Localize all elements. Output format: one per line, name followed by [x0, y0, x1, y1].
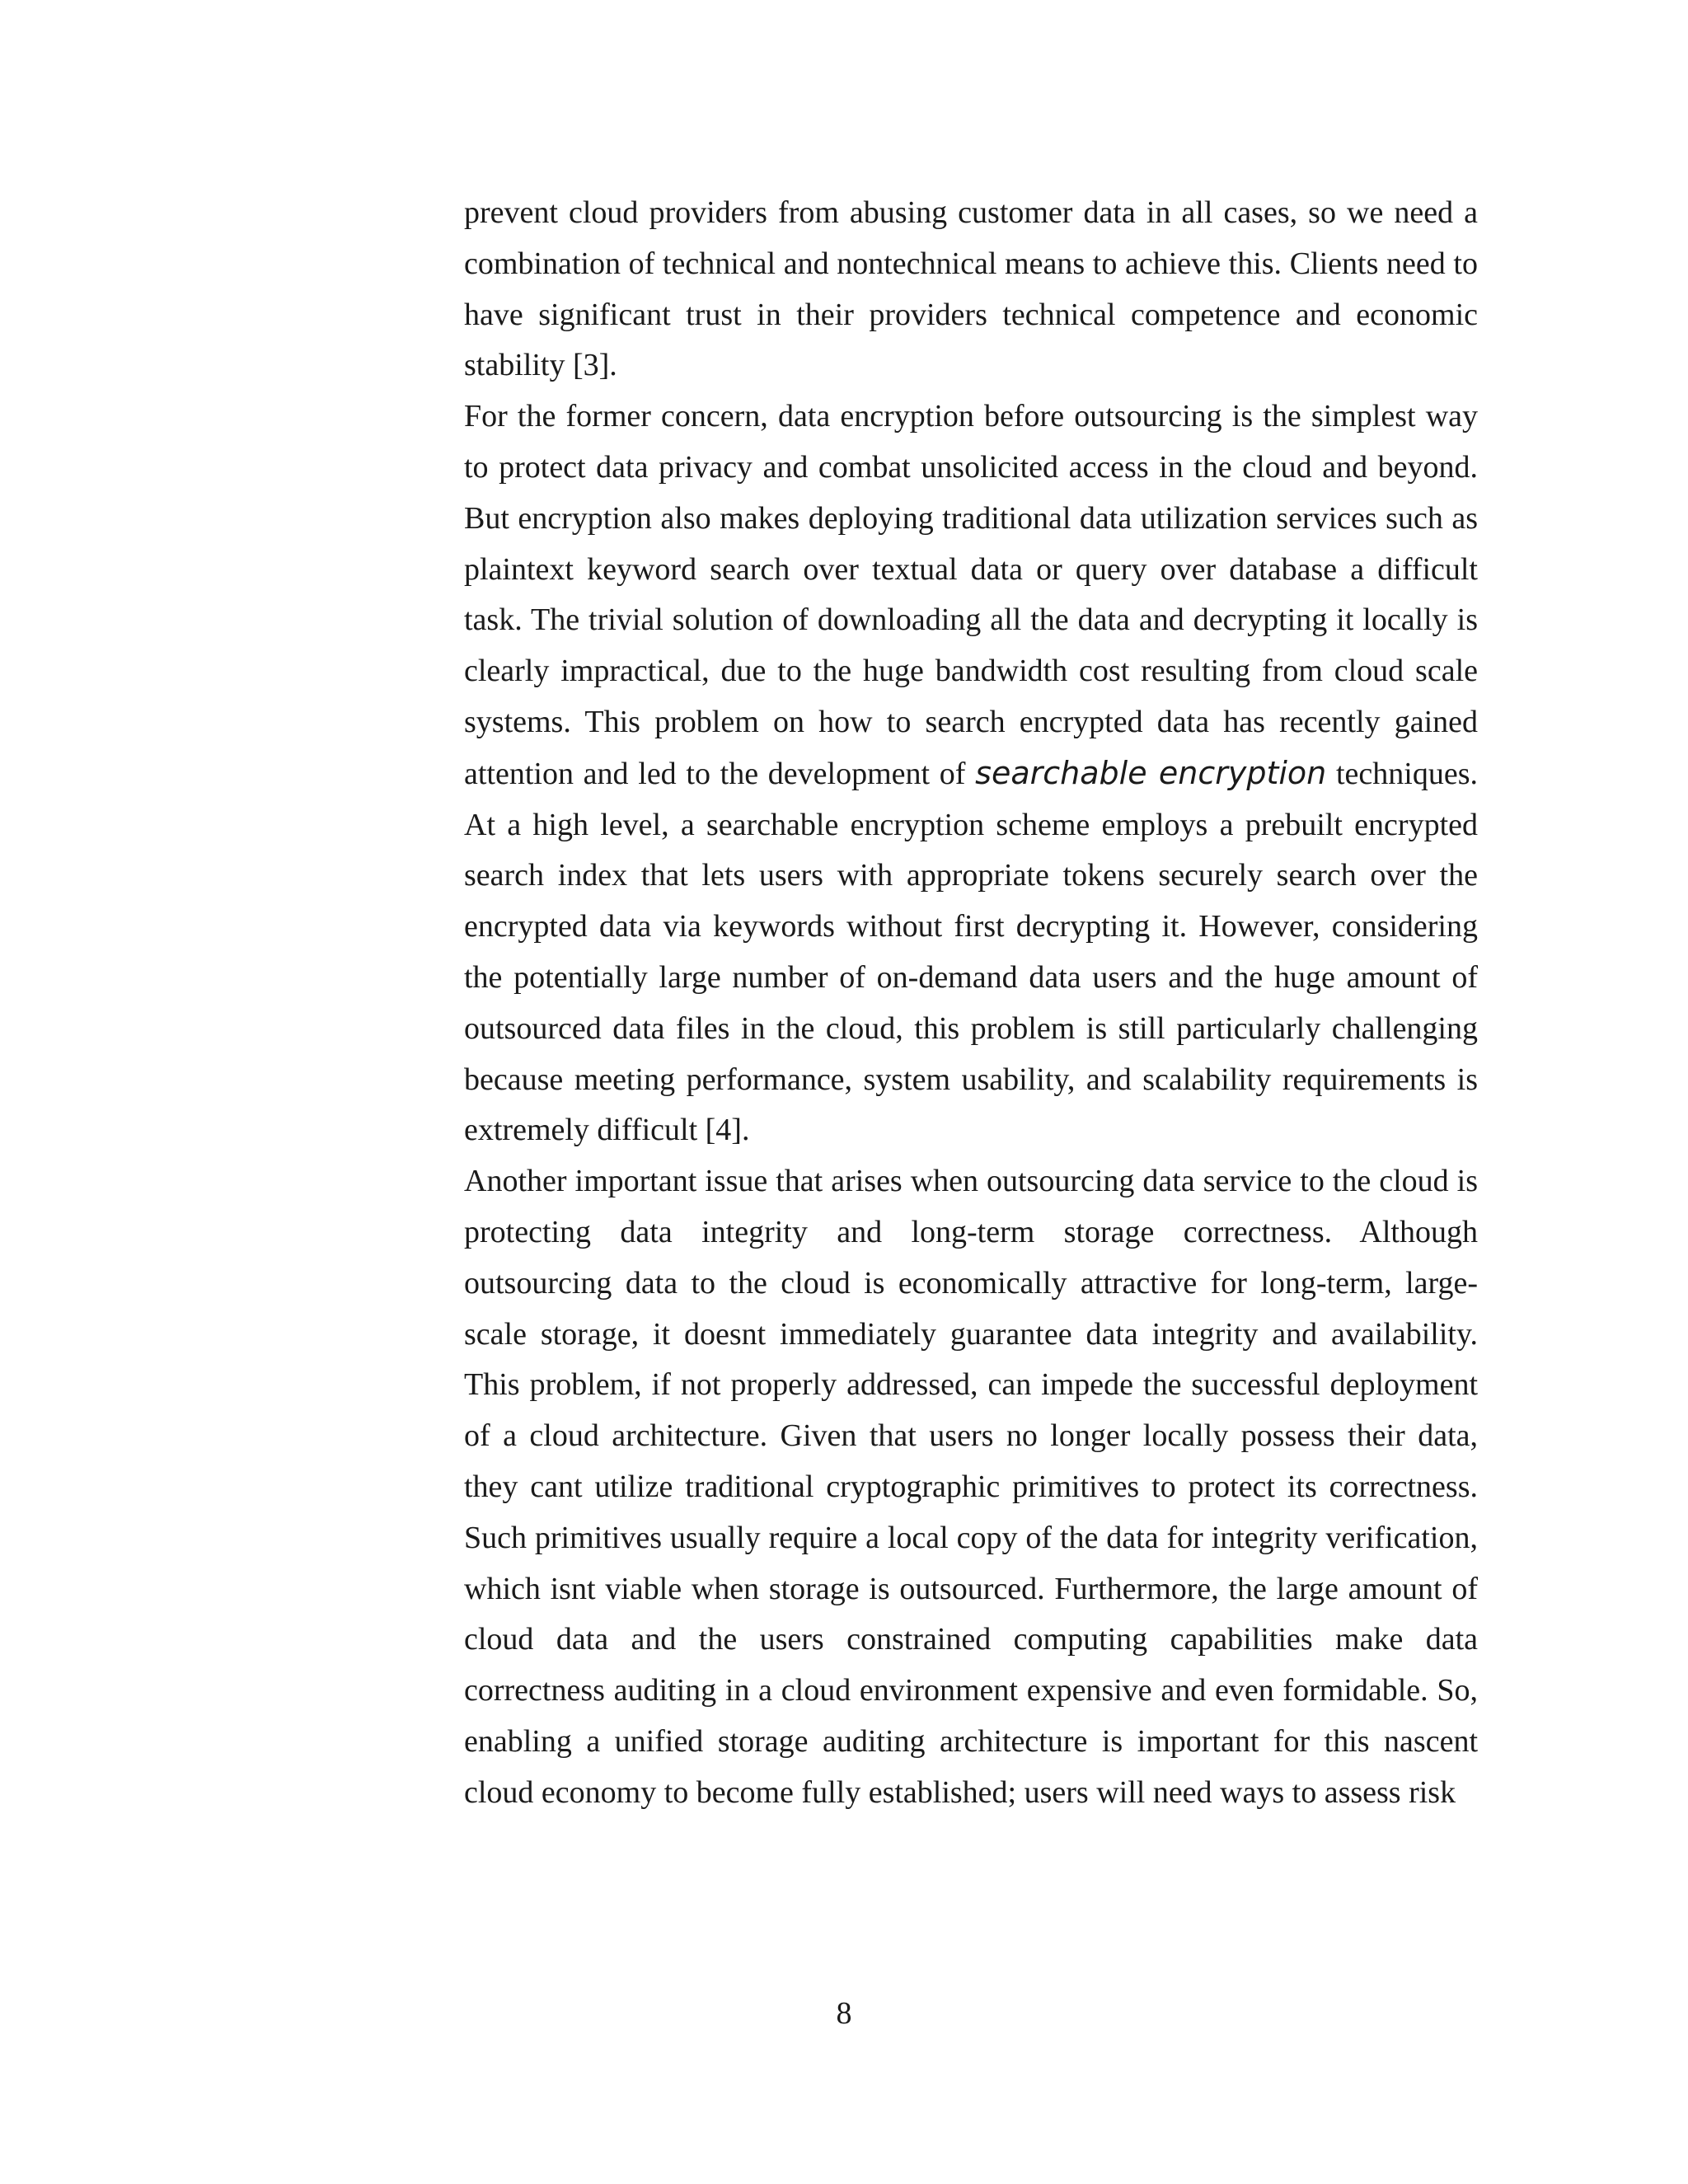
- paragraph-3: Another important issue that arises when outsourcing data service to the cloud is protecting data integrity and long-term storage correctness. Although outsourcing data to the cloud is economically attractive for long-term, large-scale storage, it doesnt immediately guarantee data integrity and availability. This problem, if not properly addressed, can impede the successful deployment of a cloud architecture. Given that users no longer locally possess their data, they cant utilize traditional cryptographic primitives to protect its correctness. Such primitives usually require a local copy of the data for integrity verification, which isnt viable when storage is outsourced. Furthermore, the large amount of cloud data and the users constrained computing capabilities make data correctness auditing in a cloud environment expensive and even formidable. So, enabling a unified storage auditing architecture is important for this nascent cloud economy to become fully established; users will need ways to assess risk: [464, 1164, 1478, 1810]
- paragraph-1: prevent cloud providers from abusing customer data in all cases, so we need a combination of technical and nontechnical means to achieve this. Clients need to have significant trust in their providers technical competence and economic stability [3].: [464, 195, 1478, 383]
- paragraph-2-before: For the former concern, data encryption before outsourcing is the simplest way to protect data privacy and combat unsolicited access in the cloud and beyond. But encryption also makes deploying traditional data utilization services such as plaintext keyword search over textual data or query over database a difficult task. The trivial solution of downloading all the data and decrypting it locally is clearly impractical, due to the huge bandwidth cost resulting from cloud scale systems. This problem on how to search encrypted data has recently gained attention and led to the development of: [464, 399, 1478, 791]
- paragraph-2-after: techniques. At a high level, a searchable encryption scheme employs a prebuilt encrypted search index that lets users with appropriate tokens securely search over the encrypted data via keywords without first decrypting it. However, considering the potentially large number of on-demand data users and the huge amount of outsourced data files in the cloud, this problem is still particularly challenging because meeting performance, system usability, and scalability requirements is extremely difficult [4].: [464, 756, 1478, 1148]
- paragraph-2: [464, 391, 1478, 1156]
- emphasized-term: searchable encryption: [975, 754, 1327, 791]
- page-number: 8: [836, 1996, 852, 2031]
- body-text: [464, 188, 1478, 1819]
